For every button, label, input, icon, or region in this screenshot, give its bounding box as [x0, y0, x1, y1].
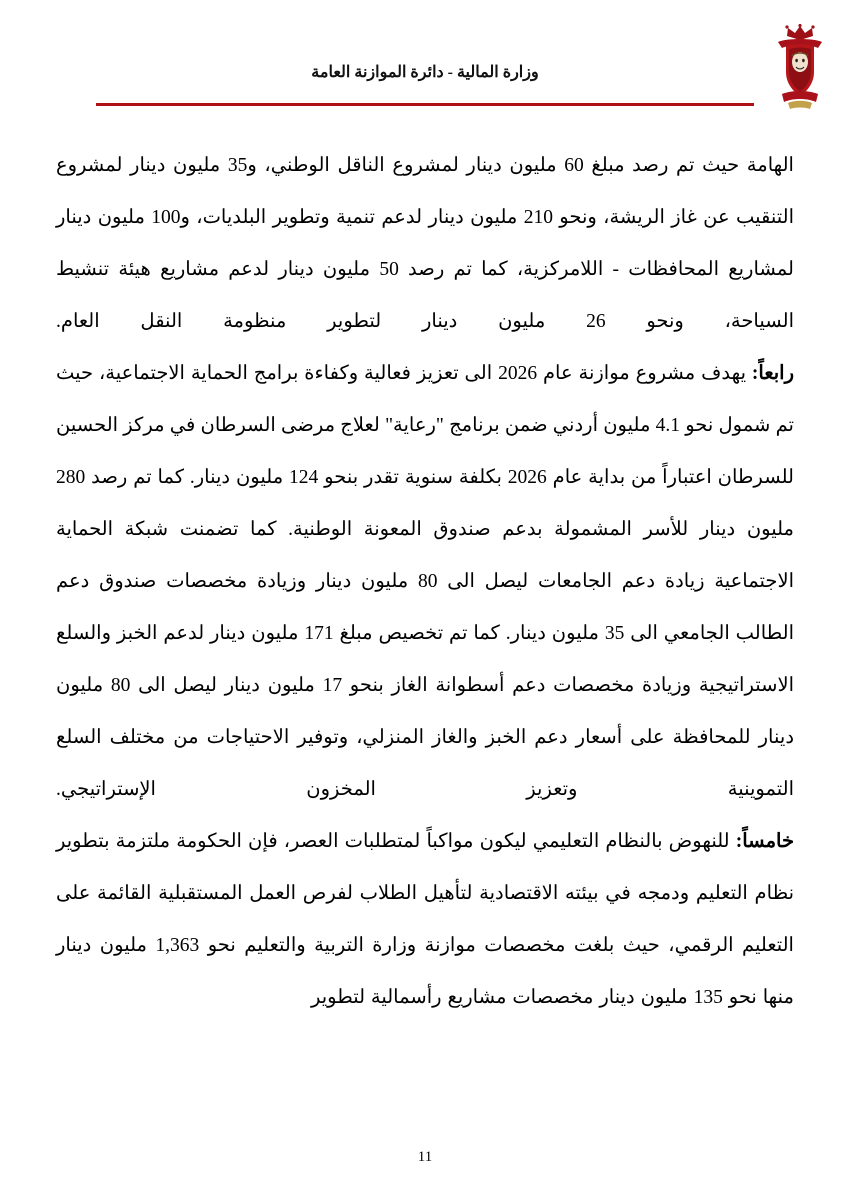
page-header [0, 0, 850, 120]
header-divider [96, 103, 754, 106]
header-title: وزارة المالية - دائرة الموازنة العامة [311, 64, 539, 81]
paragraph-1-text: الهامة حيث تم رصد مبلغ 60 مليون دينار لمشروع الناقل الوطني، و35 مليون دينار لمشروع التنقيب عن غاز الريشة، ونحو 210 مليون دينار لدعم تنمية وتطوير البلديات، و100 مليون دينار لمشاريع المحافظات - اللامركزية، كما تم رصد 50 مليون دينار لدعم مشاريع هيئة تنشيط السياحة، ونحو 26 مليون دينار لتطوير منظومة النقل العام. [56, 155, 794, 332]
paragraph-3-lead: خامساً: [735, 831, 795, 852]
page-number: 11 [417, 1149, 433, 1165]
document-body [56, 140, 794, 1024]
paragraph-3-text: للنهوض بالنظام التعليمي ليكون مواكباً لمتطلبات العصر، فإن الحكومة ملتزمة بتطوير نظام التعليم ودمجه في بيئته الاقتصادية لتأهيل الطلاب لفرص العمل المستقبلية القائمة على التعليم الرقمي، حيث بلغت مخصصات موازنة وزارة التربية والتعليم نحو 1,363 مليون دينار منها نحو 135 مليون دينار مخصصات مشاريع رأسمالية لتطوير [56, 831, 794, 1008]
paragraph-2 [56, 348, 794, 816]
paragraph-3 [56, 816, 794, 1024]
paragraph-2-text: يهدف مشروع موازنة عام 2026 الى تعزيز فعالية وكفاءة برامج الحماية الاجتماعية، حيث تم شمول نحو 4.1 مليون أردني ضمن برنامج "رعاية" لعلاج مرضى السرطان في مركز الحسين للسرطان اعتباراً من بداية عام 2026 بكلفة سنوية تقدر بنحو 124 مليون دينار. كما تم رصد 280 مليون دينار للأسر المشمولة بدعم صندوق المعونة الوطنية. كما تضمنت شبكة الحماية الاجتماعية زيادة دعم الجامعات ليصل الى 80 مليون دينار وزيادة مخصصات صندوق دعم الطالب الجامعي الى 35 مليون دينار. كما تم تخصيص مبلغ 171 مليون دينار لدعم الخبز والسلع الاستراتيجية وزيادة مخصصات دعم أسطوانة الغاز بنحو 17 مليون دينار ليصل الى 80 مليون دينار للمحافظة على أسعار دعم الخبز والغاز المنزلي، وتوفير الاحتياجات من مختلف السلع التموينية وتعزيز المخزون الإستراتيجي. [56, 363, 794, 800]
paragraph-1 [56, 140, 794, 348]
paragraph-2-lead: رابعاً: [751, 363, 795, 384]
